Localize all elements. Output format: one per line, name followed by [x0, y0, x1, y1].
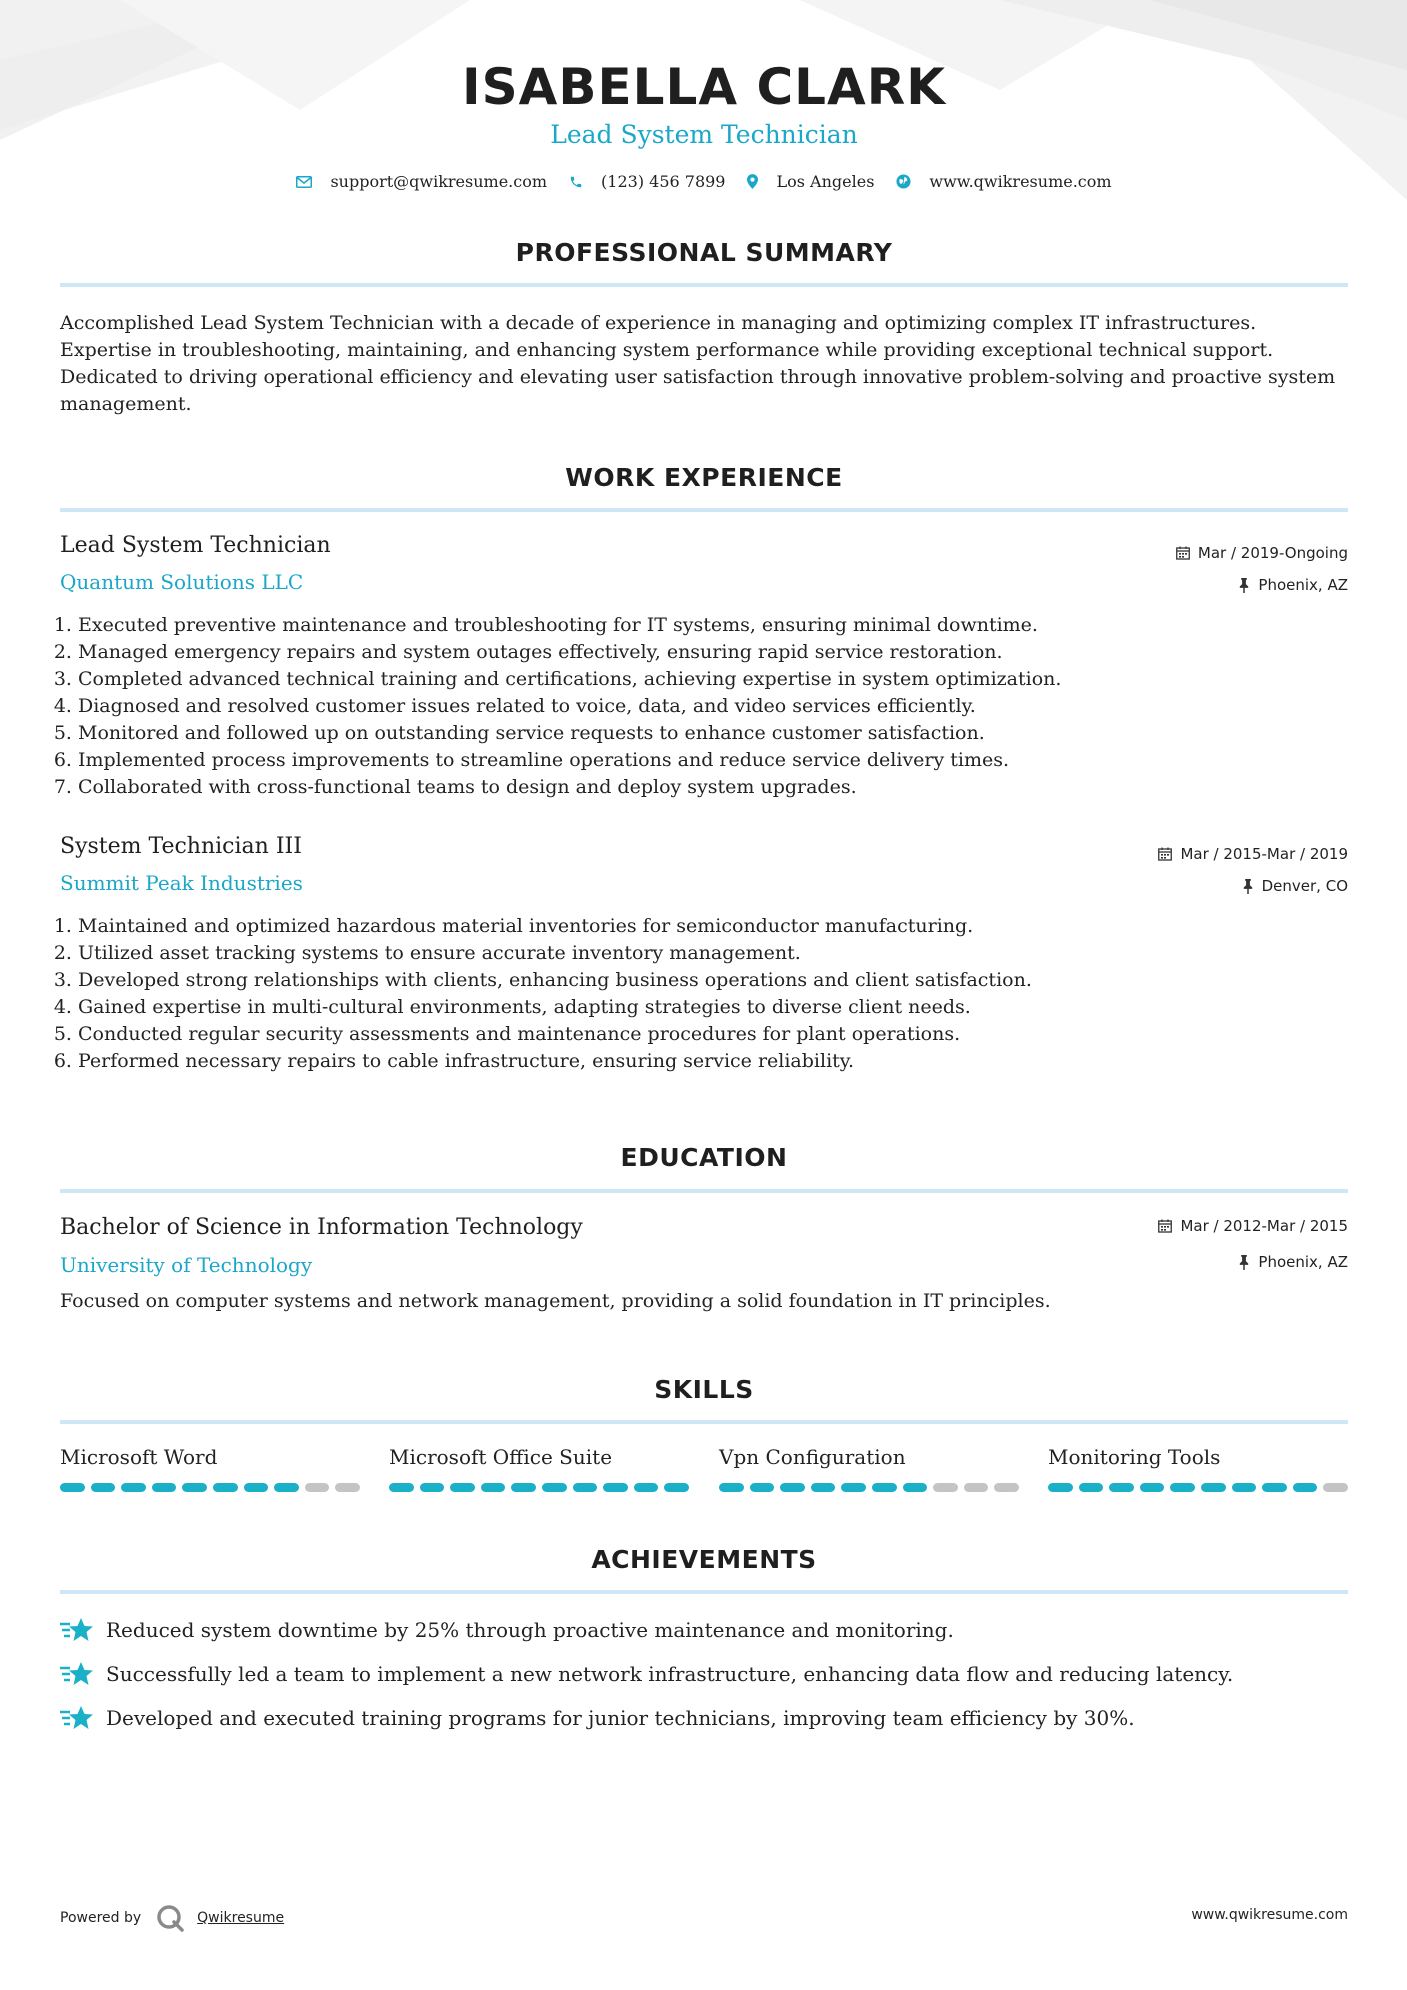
job-dates	[1176, 544, 1348, 562]
skill-level-dot-filled	[664, 1483, 689, 1492]
contact-bar	[60, 172, 1348, 191]
skill-level-dot-empty	[305, 1483, 330, 1492]
list-item: 7. Collaborated with cross-functional teams to design and deploy system upgrades.	[78, 774, 1366, 801]
pushpin-icon	[1238, 578, 1250, 593]
skills-heading: SKILLS	[654, 1375, 754, 1404]
list-item: 2. Managed emergency repairs and system outages effectively, ensuring rapid service restoration.	[78, 639, 1366, 666]
job-dates-text: Mar / 2019-Ongoing	[1197, 544, 1348, 562]
skill-name: Monitoring Tools	[1048, 1445, 1221, 1469]
skill-level-dot-filled	[1262, 1483, 1287, 1492]
job-location	[1242, 877, 1348, 895]
phone-icon	[569, 175, 583, 189]
skill-level-dot-filled	[1201, 1483, 1226, 1492]
candidate-role: Lead System Technician	[550, 120, 858, 149]
skill-name: Microsoft Office Suite	[389, 1445, 613, 1469]
footer-powered-by	[60, 1903, 284, 1933]
skill-level-dot-filled	[903, 1483, 928, 1492]
experience-divider	[60, 508, 1348, 512]
star-icon	[60, 1704, 94, 1732]
star-icon	[60, 1660, 94, 1688]
calendar-icon	[1158, 847, 1172, 861]
list-item: 3. Developed strong relationships with clients, enhancing business operations and client satisfaction.	[78, 967, 1366, 994]
job-duties-list	[60, 913, 1366, 1075]
skill-level-dot-filled	[1170, 1483, 1195, 1492]
skill-level-dot-filled	[573, 1483, 598, 1492]
map-pin-icon	[747, 174, 758, 189]
list-item: 4. Gained expertise in multi-cultural environments, adapting strategies to diverse client needs.	[78, 994, 1366, 1021]
skill-level-dot-filled	[389, 1483, 414, 1492]
skill-level-dot-filled	[1293, 1483, 1318, 1492]
skill-level-dot-filled	[182, 1483, 207, 1492]
list-item: 5. Monitored and followed up on outstanding service requests to enhance customer satisfaction.	[78, 720, 1366, 747]
skill-level-dot-filled	[213, 1483, 238, 1492]
powered-by-label: Powered by	[60, 1910, 142, 1926]
calendar-icon	[1158, 1219, 1172, 1233]
skill-level-bar	[1048, 1483, 1348, 1492]
job-title: System Technician III	[60, 834, 302, 859]
job-title: Lead System Technician	[60, 533, 331, 558]
candidate-name: ISABELLA CLARK	[462, 58, 946, 116]
skill-level-dot-filled	[1048, 1483, 1073, 1492]
summary-text: Accomplished Lead System Technician with a decade of experience in managing and optimizing complex IT infrastructures. Expertise in troubleshooting, maintaining, and enhancing system performance while providing exceptional technical support. Dedicated to driving operational efficiency and elevating user satisfaction through innovative problem-solving and proactive system management.	[60, 312, 1336, 415]
globe-icon	[896, 174, 911, 189]
skill-item	[719, 1445, 1019, 1492]
skill-level-dot-filled	[511, 1483, 536, 1492]
education-heading: EDUCATION	[620, 1143, 788, 1172]
company-name: Summit Peak Industries	[60, 871, 303, 895]
skill-level-dot-filled	[603, 1483, 628, 1492]
phone-text: (123) 456 7899	[601, 172, 726, 191]
job-location-text: Phoenix, AZ	[1258, 576, 1348, 594]
job-dates-text: Mar / 2015-Mar / 2019	[1180, 845, 1348, 863]
skill-level-dot-filled	[244, 1483, 269, 1492]
achievement-text: Successfully led a team to implement a new network infrastructure, enhancing data flow and reducing latency.	[106, 1662, 1234, 1686]
list-item: 3. Completed advanced technical training and certifications, achieving expertise in system optimization.	[78, 666, 1366, 693]
skill-level-dot-empty	[964, 1483, 989, 1492]
contact-location	[747, 172, 874, 191]
education-location	[1238, 1253, 1348, 1271]
skill-level-dot-filled	[121, 1483, 146, 1492]
contact-email[interactable]	[296, 172, 547, 191]
skill-level-dot-filled	[719, 1483, 744, 1492]
calendar-icon	[1176, 546, 1190, 560]
contact-website[interactable]	[896, 172, 1111, 191]
skill-level-dot-filled	[872, 1483, 897, 1492]
job-location-text: Denver, CO	[1261, 877, 1348, 895]
skill-level-dot-empty	[933, 1483, 958, 1492]
education-description: Focused on computer systems and network management, providing a solid foundation in IT principles.	[60, 1290, 1051, 1312]
company-name: Quantum Solutions LLC	[60, 570, 304, 594]
qwikresume-logo-icon	[155, 1903, 185, 1933]
list-item: 6. Implemented process improvements to streamline operations and reduce service delivery times.	[78, 747, 1366, 774]
envelope-icon	[296, 176, 312, 188]
skills-divider	[60, 1420, 1348, 1424]
website-text: www.qwikresume.com	[929, 172, 1112, 191]
education-dates	[1158, 1217, 1348, 1235]
summary-heading: PROFESSIONAL SUMMARY	[515, 238, 893, 267]
achievement-item	[60, 1660, 1233, 1688]
degree-title: Bachelor of Science in Information Technology	[60, 1215, 583, 1240]
skill-item	[1048, 1445, 1348, 1492]
skill-level-dot-filled	[1109, 1483, 1134, 1492]
experience-heading: WORK EXPERIENCE	[565, 463, 843, 492]
skill-level-dot-filled	[634, 1483, 659, 1492]
skill-level-dot-filled	[274, 1483, 299, 1492]
skill-level-dot-filled	[450, 1483, 475, 1492]
skill-name: Microsoft Word	[60, 1445, 218, 1469]
star-icon	[60, 1616, 94, 1644]
list-item: 4. Diagnosed and resolved customer issues related to voice, data, and video services efficiently.	[78, 693, 1366, 720]
contact-phone[interactable]	[569, 172, 725, 191]
skill-level-dot-filled	[91, 1483, 116, 1492]
skill-level-dot-filled	[750, 1483, 775, 1492]
footer-website[interactable]: www.qwikresume.com	[1191, 1907, 1348, 1923]
achievements-heading: ACHIEVEMENTS	[591, 1545, 817, 1574]
skill-level-dot-filled	[60, 1483, 85, 1492]
skill-level-dot-filled	[1232, 1483, 1257, 1492]
education-divider	[60, 1189, 1348, 1193]
skill-level-bar	[60, 1483, 360, 1492]
skill-level-dot-filled	[542, 1483, 567, 1492]
achievements-divider	[60, 1590, 1348, 1594]
skill-level-dot-filled	[811, 1483, 836, 1492]
skill-name: Vpn Configuration	[719, 1445, 906, 1469]
skill-level-bar	[719, 1483, 1019, 1492]
school-name: University of Technology	[60, 1253, 313, 1277]
job-dates	[1158, 845, 1348, 863]
skill-level-dot-empty	[1323, 1483, 1348, 1492]
skill-level-dot-filled	[152, 1483, 177, 1492]
job-duties-list	[60, 612, 1366, 801]
achievement-text: Reduced system downtime by 25% through proactive maintenance and monitoring.	[106, 1618, 954, 1642]
skill-level-dot-empty	[335, 1483, 360, 1492]
achievement-item	[60, 1704, 1135, 1732]
skill-level-dot-filled	[1079, 1483, 1104, 1492]
job-location	[1238, 576, 1348, 594]
list-item: 1. Maintained and optimized hazardous material inventories for semiconductor manufacturing.	[78, 913, 1366, 940]
skill-item	[389, 1445, 689, 1492]
skill-level-dot-filled	[420, 1483, 445, 1492]
summary-divider	[60, 283, 1348, 287]
skill-item	[60, 1445, 360, 1492]
skill-level-dot-filled	[1140, 1483, 1165, 1492]
education-dates-text: Mar / 2012-Mar / 2015	[1180, 1217, 1348, 1235]
qwikresume-link[interactable]: Qwikresume	[197, 1910, 285, 1926]
skill-level-bar	[389, 1483, 689, 1492]
pushpin-icon	[1242, 879, 1254, 894]
location-text: Los Angeles	[776, 172, 875, 191]
list-item: 5. Conducted regular security assessments and maintenance procedures for plant operations.	[78, 1021, 1366, 1048]
achievement-item	[60, 1616, 954, 1644]
achievement-text: Developed and executed training programs for junior technicians, improving team efficiency by 30%.	[106, 1706, 1135, 1730]
email-text: support@qwikresume.com	[330, 172, 548, 191]
list-item: 2. Utilized asset tracking systems to ensure accurate inventory management.	[78, 940, 1366, 967]
list-item: 6. Performed necessary repairs to cable infrastructure, ensuring service reliability.	[78, 1048, 1366, 1075]
pushpin-icon	[1238, 1255, 1250, 1270]
skill-level-dot-filled	[481, 1483, 506, 1492]
list-item: 1. Executed preventive maintenance and troubleshooting for IT systems, ensuring minimal downtime.	[78, 612, 1366, 639]
education-location-text: Phoenix, AZ	[1258, 1253, 1348, 1271]
skill-level-dot-filled	[780, 1483, 805, 1492]
skill-level-dot-filled	[841, 1483, 866, 1492]
skill-level-dot-empty	[994, 1483, 1019, 1492]
